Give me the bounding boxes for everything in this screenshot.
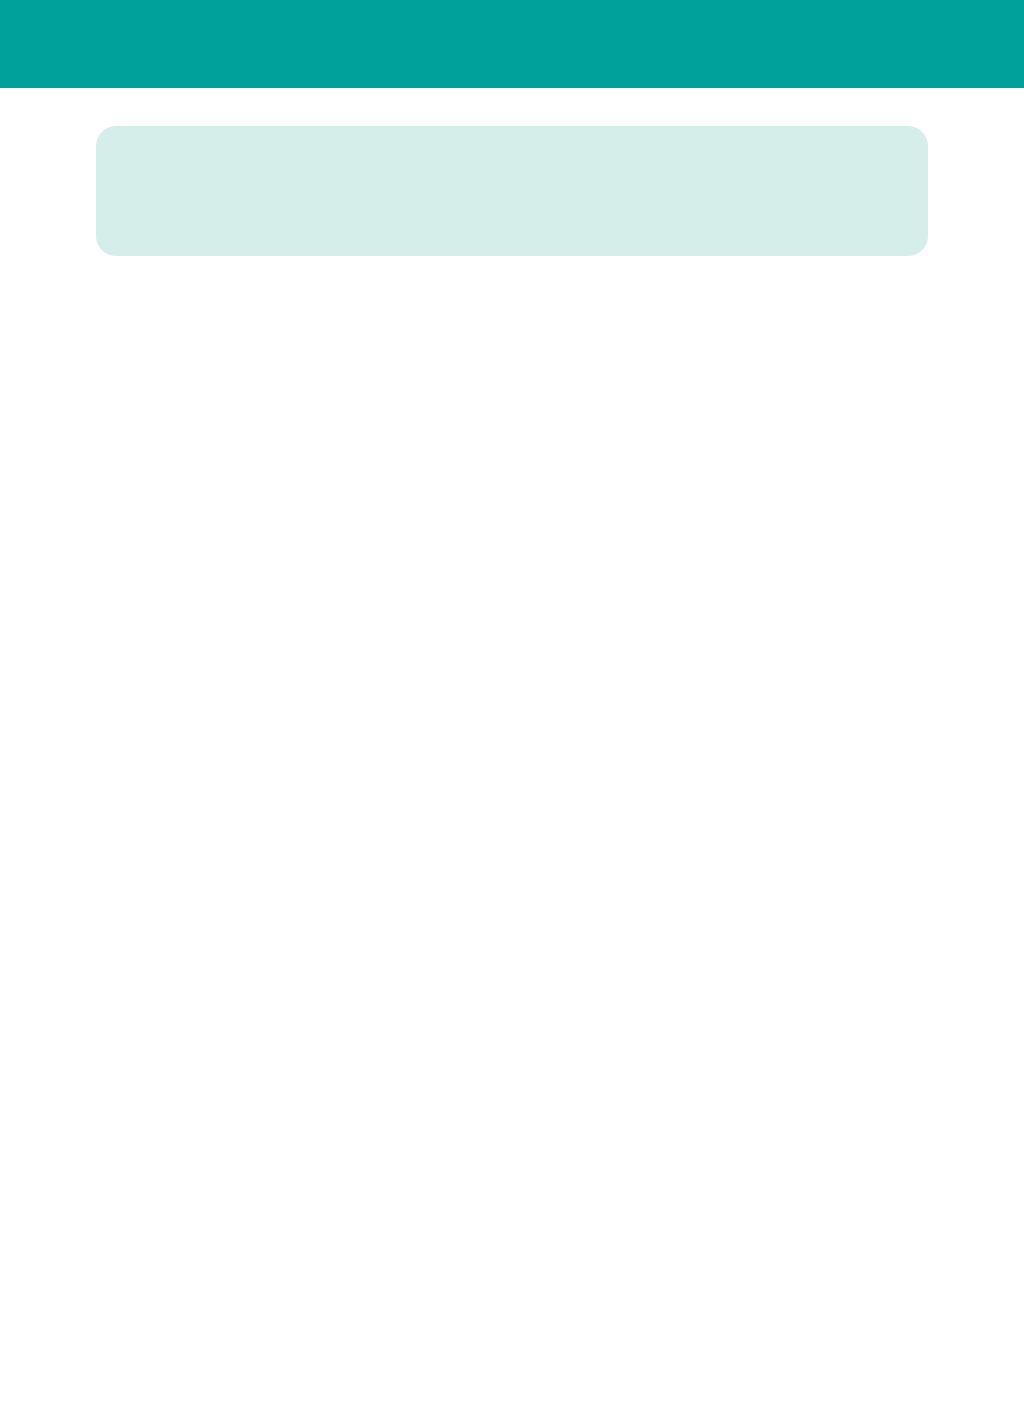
top-color-bar <box>0 0 1024 88</box>
title-banner <box>96 126 928 256</box>
